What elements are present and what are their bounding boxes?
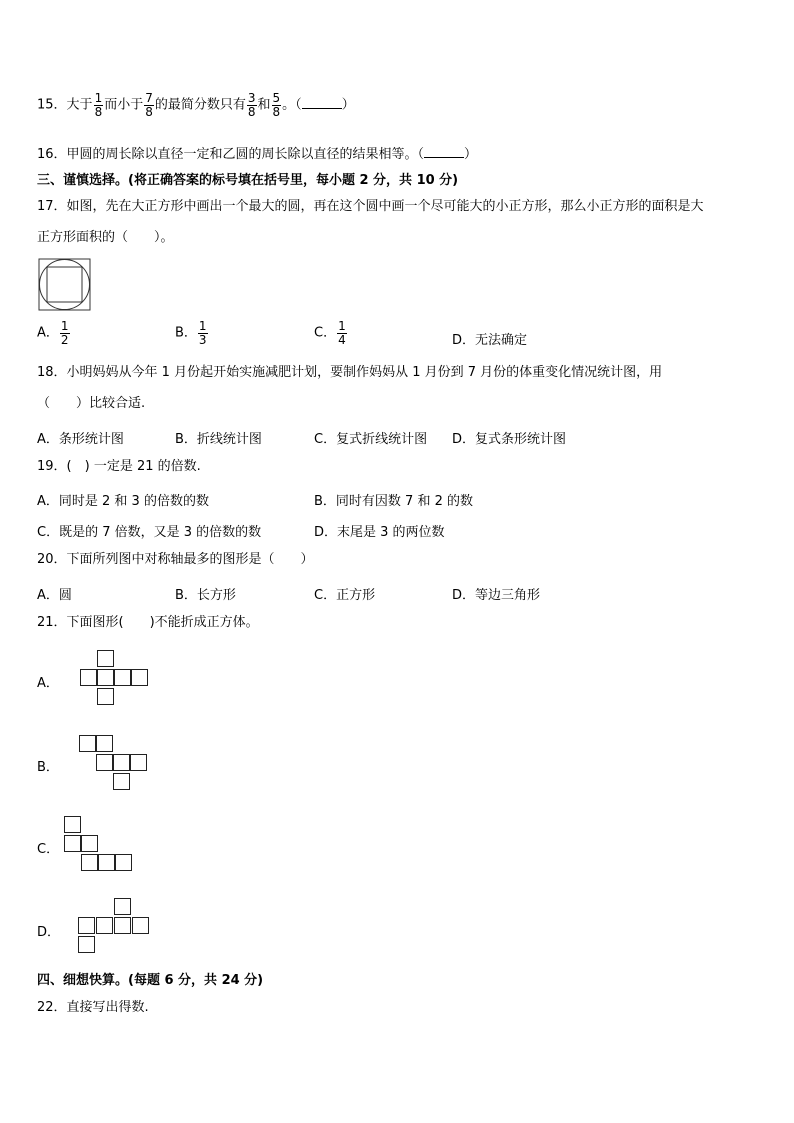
q20-option-c[interactable]: C．正方形 — [314, 588, 376, 603]
net-square — [97, 650, 114, 667]
net-square — [132, 917, 149, 934]
q18-option-a[interactable]: A．条形统计图 — [37, 432, 124, 447]
q21-option-c-label[interactable]: C． — [37, 842, 60, 857]
q22-line: 22．直接写出得数. — [37, 1000, 149, 1015]
q18-option-d[interactable]: D．复式条形统计图 — [452, 432, 567, 447]
q16-end: ） — [464, 147, 478, 162]
q18-option-b[interactable]: B．折线统计图 — [175, 432, 262, 447]
q17-line-2: 正方形面积的（ ）。 — [37, 230, 174, 245]
q17-option-a[interactable]: A． $\frac{1}{2}$ — [37, 319, 69, 347]
q21-option-b-label[interactable]: B． — [37, 760, 59, 775]
answer-blank-16[interactable] — [424, 147, 464, 158]
q17-option-d[interactable]: D．无法确定 — [452, 333, 528, 348]
fraction-1-4: $\frac{1}{4}$ — [338, 319, 346, 347]
q18-line-1: 18．小明妈妈从今年 1 月份起开始实施减肥计划，要制作妈妈从 1 月份到 7 月份的体重变化情况统计图，用 — [37, 365, 663, 380]
q21-line: 21．下面图形( )不能折成正方体。 — [37, 615, 259, 630]
net-square — [97, 688, 114, 705]
net-square — [98, 854, 115, 871]
q15-text-5: 。（ — [282, 97, 302, 113]
net-square — [79, 735, 96, 752]
net-square — [113, 773, 130, 790]
fraction-7-8: $\frac{7}{8}$ — [145, 91, 153, 119]
q21-option-a-label[interactable]: A． — [37, 676, 59, 691]
q17-option-c[interactable]: C． $\frac{1}{4}$ — [314, 319, 346, 347]
fraction-1-3: $\frac{1}{3}$ — [198, 319, 207, 347]
net-square — [115, 854, 132, 871]
net-square — [78, 936, 95, 953]
question-16 — [37, 147, 477, 163]
net-square — [130, 754, 147, 771]
q20-option-d[interactable]: D．等边三角形 — [452, 588, 541, 603]
net-square — [81, 854, 98, 871]
net-square — [64, 816, 81, 833]
net-square — [114, 917, 131, 934]
q16-text: 16．甲圆的周长除以直径一定和乙圆的周长除以直径的结果相等。（ — [37, 147, 425, 162]
net-square — [64, 835, 81, 852]
net-square — [80, 669, 97, 686]
fraction-1-2: $\frac{1}{2}$ — [60, 319, 69, 347]
q18-option-c[interactable]: C．复式折线统计图 — [314, 432, 428, 447]
net-square — [81, 835, 98, 852]
q15-text-2: 而小于 — [104, 97, 144, 113]
q20-option-a[interactable]: A．圆 — [37, 588, 72, 603]
question-15 — [37, 92, 355, 118]
net-square — [96, 735, 113, 752]
q20-line: 20．下面所列图中对称轴最多的图形是（ ） — [37, 552, 314, 567]
section-3-heading: 三、谨慎选择。(将正确答案的标号填在括号里，每小题 2 分，共 10 分) — [37, 173, 459, 188]
fraction-5-8: $\frac{5}{8}$ — [272, 91, 281, 119]
net-square — [78, 917, 95, 934]
q15-text-1: 大于 — [66, 97, 93, 113]
q19-option-b[interactable]: B．同时有因数 7 和 2 的数 — [314, 494, 473, 509]
q15-number: 15． — [37, 97, 67, 113]
answer-blank-15[interactable] — [302, 98, 342, 109]
net-square — [114, 898, 131, 915]
q15-text-4: 和 — [257, 97, 271, 113]
q15-text-6: ） — [341, 97, 355, 113]
q19-option-d[interactable]: D．末尾是 3 的两位数 — [314, 525, 445, 540]
net-square — [113, 754, 130, 771]
q15-text-3: 的最简分数只有 — [154, 97, 246, 113]
q21-option-d-label[interactable]: D． — [37, 925, 61, 940]
q17-option-b[interactable]: B． $\frac{1}{3}$ — [175, 319, 207, 347]
q20-option-b[interactable]: B．长方形 — [175, 588, 236, 603]
net-square — [97, 669, 114, 686]
q18-line-2: （ ）比较合适. — [37, 396, 146, 411]
net-square — [131, 669, 148, 686]
q19-option-c[interactable]: C．既是的 7 倍数，又是 3 的倍数的数 — [37, 525, 262, 540]
net-square — [96, 754, 113, 771]
net-square — [114, 669, 131, 686]
q17-line-1: 17．如图，先在大正方形中画出一个最大的圆，再在这个圆中画一个尽可能大的小正方形，那么小正方形的面积是大 — [37, 199, 704, 214]
q19-option-a[interactable]: A．同时是 2 和 3 的倍数的数 — [37, 494, 209, 509]
square-circle-figure — [38, 258, 92, 312]
fraction-3-8: $\frac{3}{8}$ — [247, 91, 256, 119]
fraction-1-8: $\frac{1}{8}$ — [94, 91, 103, 119]
q19-line: 19．( ) 一定是 21 的倍数. — [37, 459, 201, 474]
section-4-heading: 四、细想快算。(每题 6 分，共 24 分) — [37, 973, 264, 988]
net-square — [96, 917, 113, 934]
